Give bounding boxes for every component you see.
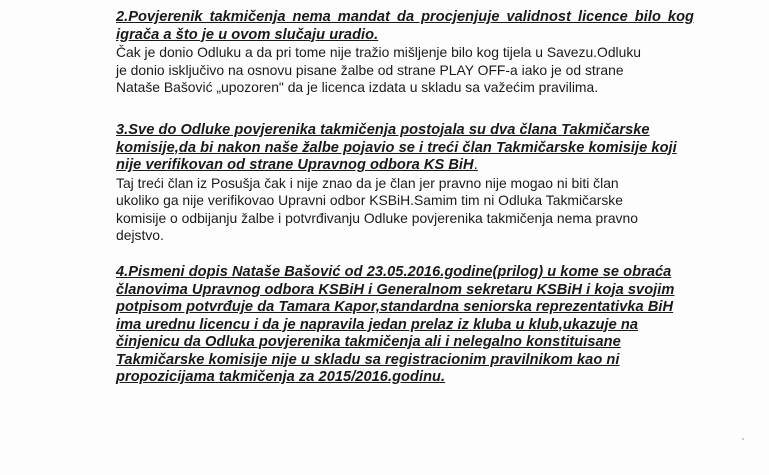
section-2-heading	[116, 9, 694, 44]
section-3-heading-tail: .	[473, 157, 478, 173]
section-2-heading-line: igrača a što je u ovom slučaju uradio.	[116, 26, 379, 43]
section-4-heading-line: 4.Pismeni dopis Nataše Bašović od 23.05.2016.godine(prilog) u kome se obraća	[116, 264, 672, 280]
section-4	[116, 264, 694, 387]
section-4-heading-line: propozicijama takmičenja za 2015/2016.godinu.	[116, 369, 446, 385]
section-3-heading-line: komisije,da bi nakon naše žalbe pojavio se i treći član Takmičarske komisije koji	[116, 139, 677, 156]
section-4-heading	[116, 264, 694, 387]
section-3-body-line: ukoliko ga nije verifikovao Upravni odbor KSBiH.Samim tim ni Odluka Takmičarske	[116, 192, 623, 208]
section-2-body-line: je donio isključivo na osnovu pisane žalbe od strane PLAY OFF-a iako je od strane	[116, 61, 624, 78]
section-3-heading-line: nije verifikovan od strane Upravnog odbora KS BiH	[116, 157, 474, 173]
section-4-heading-line: činjenicu da Odluka povjerenika takmičenja ali i nelegalno konstituisane	[116, 334, 621, 350]
section-2-body	[116, 44, 694, 97]
section-3-heading-line: 3.Sve do Odluke povjerenika takmičenja postojala su dva člana Takmičarske	[116, 122, 650, 138]
section-3-body	[116, 175, 694, 245]
section-4-heading-line: Takmičarske komisije nije u skladu sa registracionim pravilnikom kao ni	[116, 351, 620, 368]
section-2	[116, 9, 694, 97]
section-4-heading-line: ima urednu licencu i da je napravila jedan prelaz iz kluba u klub,ukazuje na	[116, 316, 639, 333]
section-3-heading	[116, 122, 694, 175]
section-4-heading-line: članovima Upravnog odbora KSBiH i Generalnom sekretaru KSBiH i koja svojim	[116, 281, 675, 298]
scan-speck	[742, 438, 744, 440]
section-2-body-line: Nataše Bašović „upozoren" da je licenca izdata u skladu sa važećim pravilima.	[116, 79, 599, 95]
section-4-heading-line: potpisom potvrđuje da Tamara Kapor,standardna seniorska reprezentativka BiH	[116, 299, 674, 315]
section-2-body-line: Čak je donio Odluku a da pri tome nije tražio mišljenje bilo kog tijela u Savezu.Odluku	[116, 44, 642, 60]
section-3-body-line: dejstvo.	[116, 227, 164, 243]
section-3-body-line: komisije o odbijanju žalbe i potvrđivanju Odluke povjerenika takmičenja nema pravno	[116, 209, 638, 226]
section-2-heading-line: 2.Povjerenik takmičenja nema mandat da procjenjuje validnost licence bilo kog	[116, 9, 694, 25]
section-3	[116, 122, 694, 245]
section-3-body-line: Taj treći član iz Posušja čak i nije znao da je član jer pravno nije mogao ni biti član	[116, 174, 619, 191]
